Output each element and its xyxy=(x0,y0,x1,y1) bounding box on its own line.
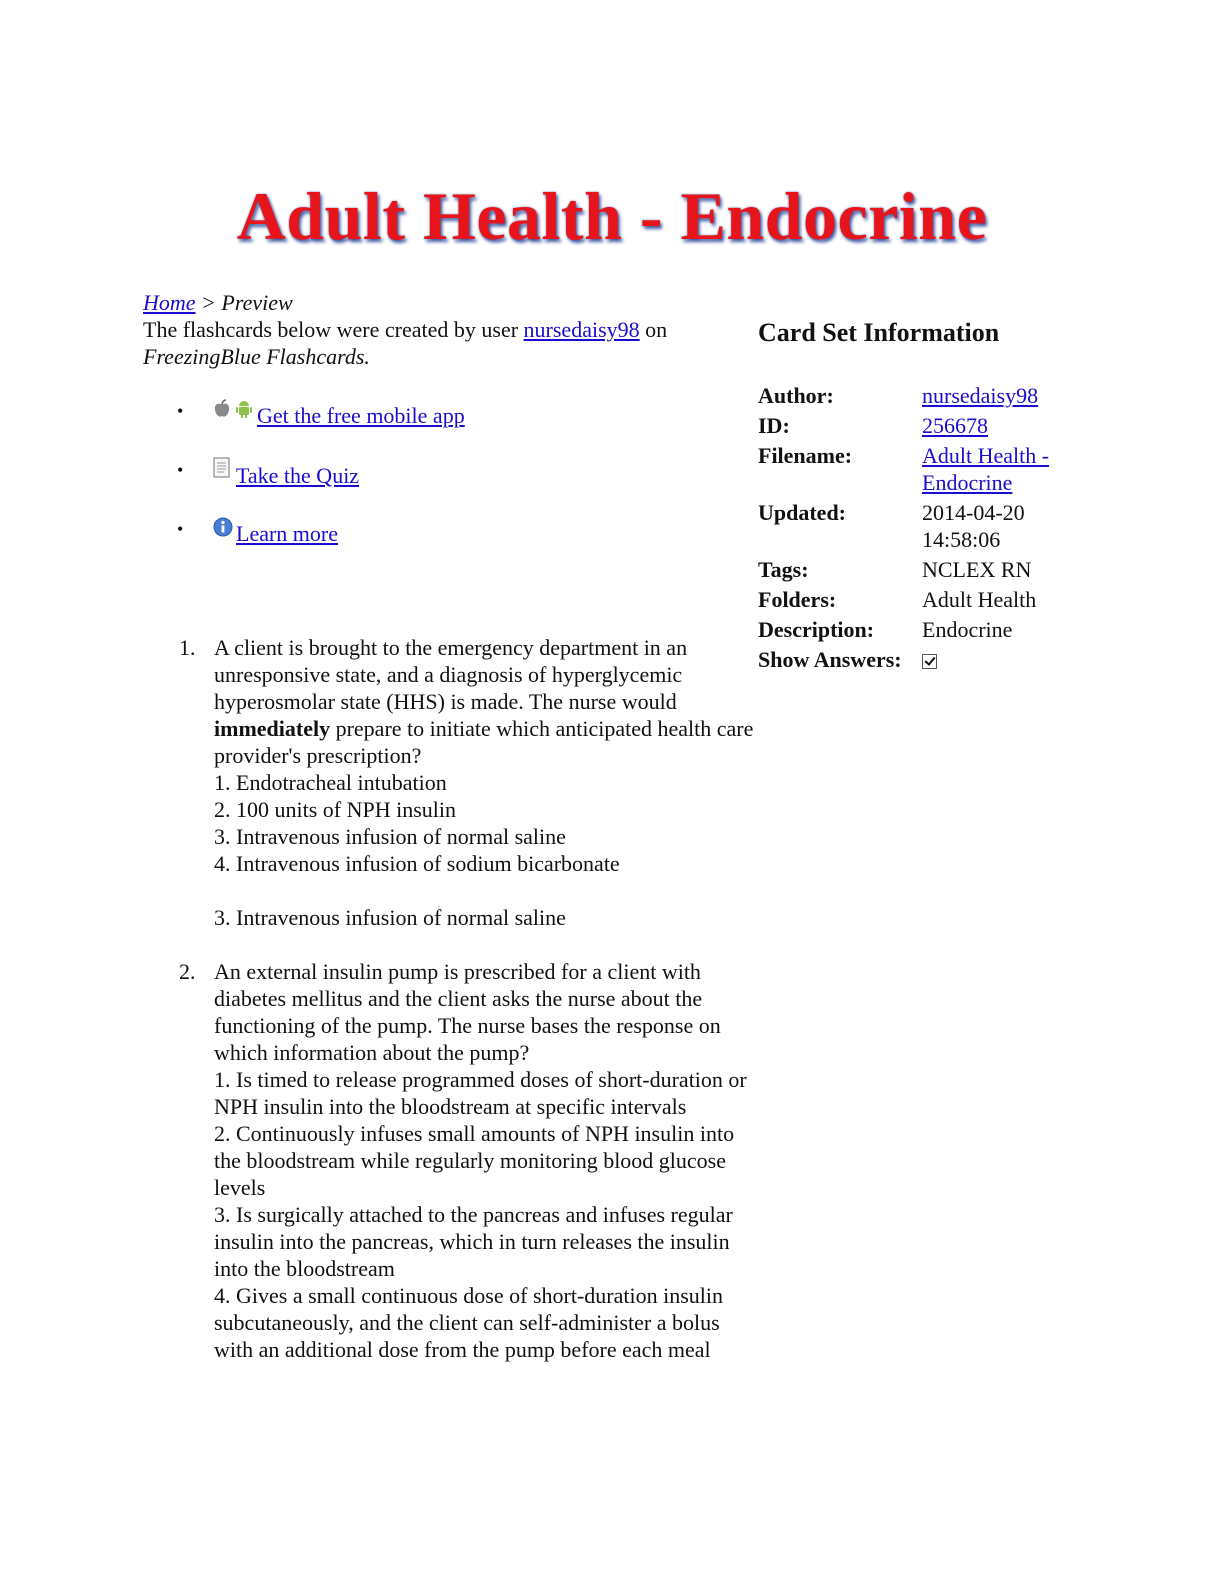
list-item xyxy=(143,457,758,516)
mobile-app-link[interactable]: Get the free mobile app xyxy=(257,403,465,428)
author-link[interactable]: nursedaisy98 xyxy=(922,383,1039,408)
answer-option: 1. Is timed to release programmed doses of short-duration or NPH insulin into the bloodstream at specific intervals xyxy=(214,1067,747,1119)
answer-option: 4. Gives a small continuous dose of short-duration insulin subcutaneously, and the client can self-administer a bolus with an additional dose from the pump before each meal xyxy=(214,1283,723,1362)
bullet: • xyxy=(177,401,184,421)
android-icon xyxy=(234,398,254,418)
bullet: • xyxy=(177,519,184,539)
apple-icon xyxy=(213,398,231,418)
card-set-table xyxy=(758,382,1072,676)
breadcrumb-home-link[interactable]: Home xyxy=(143,290,196,315)
question-text-part: A client is brought to the emergency department in an unresponsive state, and a diagnosis of hyperglycemic hyperosmolar state (HHS) is made. The nurse would xyxy=(214,635,688,714)
info-row-author xyxy=(758,382,1072,412)
tags-value: NCLEX RN xyxy=(922,557,1032,582)
filename-link[interactable]: Adult Health - Endocrine xyxy=(922,443,1050,495)
info-row-description xyxy=(758,616,1072,646)
folders-value: Adult Health xyxy=(922,587,1037,612)
answer-option: 4. Intravenous infusion of sodium bicarbonate xyxy=(214,851,620,876)
learn-more-link[interactable]: Learn more xyxy=(236,521,338,546)
bullet: • xyxy=(177,460,184,480)
tags-label: Tags: xyxy=(758,557,809,582)
question-number: 2. xyxy=(179,959,196,984)
info-row-id xyxy=(758,412,1072,442)
author-label: Author: xyxy=(758,383,834,408)
intro-after: on xyxy=(645,317,668,342)
breadcrumb-separator: > xyxy=(201,290,216,315)
updated-value: 2014-04-20 14:58:06 xyxy=(922,500,1025,552)
answer-option: 1. Endotracheal intubation xyxy=(214,770,447,795)
answer-option: 2. 100 units of NPH insulin xyxy=(214,797,457,822)
main-content xyxy=(143,289,758,1390)
question-text: An external insulin pump is prescribed for a client with diabetes mellitus and the client asks the nurse about the functioning of the pump. The nurse bases the response on which information about the pump? xyxy=(214,959,721,1065)
info-row-updated xyxy=(758,499,1072,556)
answer-option: 3. Intravenous infusion of normal saline xyxy=(214,824,566,849)
info-row-filename xyxy=(758,442,1072,499)
description-value: Endocrine xyxy=(922,617,1013,642)
correct-answer: 3. Intravenous infusion of normal saline xyxy=(214,905,566,930)
flashcard-list xyxy=(143,634,758,1363)
description-label: Description: xyxy=(758,617,875,642)
show-answers-label: Show Answers: xyxy=(758,647,902,672)
page-title: Adult Health - Endocrine xyxy=(236,178,988,254)
id-link[interactable]: 256678 xyxy=(922,413,988,438)
breadcrumb-current: Preview xyxy=(221,290,293,315)
creator-user-link[interactable]: nursedaisy98 xyxy=(523,317,640,342)
action-links xyxy=(143,398,758,575)
info-row-folders xyxy=(758,586,1072,616)
answer-option: 3. Is surgically attached to the pancreas and infuses regular insulin into the pancreas, which in turn releases the insulin into the bloodstream xyxy=(214,1202,733,1281)
answer-option: 2. Continuously infuses small amounts of NPH insulin into the bloodstream while regularly monitoring blood glucose levels xyxy=(214,1121,735,1200)
updated-label: Updated: xyxy=(758,500,847,525)
card-set-info xyxy=(758,316,1098,676)
intro-text xyxy=(143,316,758,370)
question-number: 1. xyxy=(179,635,196,660)
folders-label: Folders: xyxy=(758,587,837,612)
show-answers-checkbox[interactable] xyxy=(922,654,937,669)
question-text xyxy=(214,634,758,769)
id-label: ID: xyxy=(758,413,790,438)
document-icon xyxy=(213,457,233,477)
breadcrumb xyxy=(143,289,758,316)
question-text-part: prepare to initiate which anticipated health care provider's prescription? xyxy=(214,716,754,768)
take-quiz-link[interactable]: Take the Quiz xyxy=(236,463,360,488)
question-emphasis: immediately xyxy=(214,716,331,741)
list-item xyxy=(143,958,758,1363)
intro-before: The flashcards below were created by user xyxy=(143,317,519,342)
filename-label: Filename: xyxy=(758,443,853,468)
list-item xyxy=(143,634,758,931)
site-name: FreezingBlue Flashcards. xyxy=(143,344,370,369)
info-row-show-answers xyxy=(758,646,1072,676)
list-item xyxy=(143,398,758,457)
list-item xyxy=(143,516,758,575)
info-icon xyxy=(213,516,233,536)
info-row-tags xyxy=(758,556,1072,586)
card-set-heading: Card Set Information xyxy=(758,318,1000,347)
